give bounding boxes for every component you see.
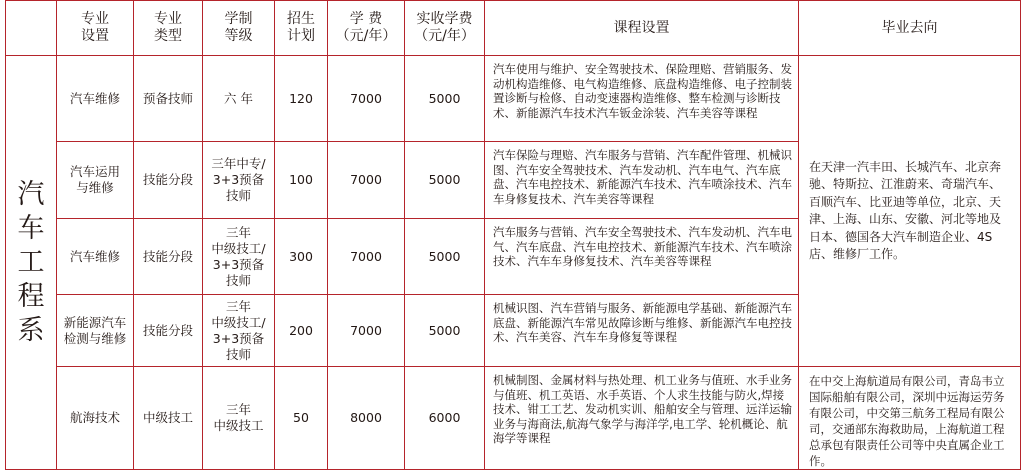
header-quota: 招生 计划 xyxy=(275,1,328,56)
quota-cell: 200 xyxy=(275,295,328,367)
type-cell: 中级技工 xyxy=(134,367,203,470)
courses-cell: 汽车服务与营销、汽车安全驾驶技术、汽车发动机、汽车电气、汽车底盘、汽车电控技术、新能源汽车技术、汽车喷涂技术、汽车车身修复技术、汽车美容等课程 xyxy=(485,219,799,295)
destination-cell: 在中交上海航道局有限公司，青岛韦立国际船舶有限公司，深圳中远海运劳务有限公司，中交第三航务工程局有限公司，交通部东海救助局，上海航道工程总承包有限责任公司等中央直属企业工作。 xyxy=(799,367,1021,470)
quota-cell: 50 xyxy=(275,367,328,470)
actual-fee-cell: 6000 xyxy=(405,367,485,470)
fee-cell: 7000 xyxy=(328,56,405,142)
actual-fee-cell: 5000 xyxy=(405,142,485,219)
level-cell: 三年 中级技工/ 3+3预备 技师 xyxy=(203,219,275,295)
type-cell: 预备技师 xyxy=(134,56,203,142)
major-cell: 汽车维修 xyxy=(57,219,134,295)
actual-fee-cell: 5000 xyxy=(405,56,485,142)
department-name: 汽 车 工 程 系 xyxy=(17,178,45,346)
courses-cell: 机械识图、汽车营销与服务、新能源电学基础、新能源汽车底盘、新能源汽车常见故障诊断与维修、新能源汽车电控技术、汽车美容、汽车车身修复等课程 xyxy=(485,295,799,367)
header-major: 专业 设置 xyxy=(57,1,134,56)
level-cell: 三年 中级技工/ 3+3预备 技师 xyxy=(203,295,275,367)
actual-fee-cell: 5000 xyxy=(405,295,485,367)
fee-cell: 7000 xyxy=(328,295,405,367)
type-cell: 技能分段 xyxy=(134,142,203,219)
fee-cell: 8000 xyxy=(328,367,405,470)
courses-cell: 汽车保险与理赔、汽车服务与营销、汽车配件管理、机械识图、汽车安全驾驶技术、汽车发动机、汽车电气、汽车底盘、汽车电控技术、新能源汽车技术、汽车喷涂技术、汽车车身修复技术、汽车美容等课程 xyxy=(485,142,799,219)
actual-fee-cell: 5000 xyxy=(405,219,485,295)
header-row xyxy=(6,1,1021,56)
courses-cell: 汽车使用与维护、安全驾驶技术、保险理赔、营销服务、发动机构造维修、电气构造维修、底盘构造维修、电子控制装置诊断与检修、自动变速器构造维修、整车检测与诊断技术、新能源汽车技术汽车钣金涂装、汽车美容等课程 xyxy=(485,56,799,142)
level-cell: 三年中专/ 3+3预备 技师 xyxy=(203,142,275,219)
level-cell: 三年 中级技工 xyxy=(203,367,275,470)
program-table xyxy=(5,0,1021,470)
major-cell: 汽车运用 与维修 xyxy=(57,142,134,219)
type-cell: 技能分段 xyxy=(134,295,203,367)
table-row xyxy=(6,367,1021,470)
header-courses: 课程设置 xyxy=(485,1,799,56)
header-blank xyxy=(6,1,57,56)
type-cell: 技能分段 xyxy=(134,219,203,295)
major-cell: 新能源汽车 检测与维修 xyxy=(57,295,134,367)
header-level: 学制 等级 xyxy=(203,1,275,56)
courses-cell: 机械制图、金属材料与热处理、机工业务与值班、水手业务与值班、机工英语、水手英语、个人求生技能与防火,焊接技术、钳工工艺、发动机实训、船舶安全与管理、远洋运输业务与海商法,航海气象学与海洋学,电工学、轮机概论、航海学等课程 xyxy=(485,367,799,470)
level-cell: 六 年 xyxy=(203,56,275,142)
header-destination: 毕业去向 xyxy=(799,1,1021,56)
quota-cell: 120 xyxy=(275,56,328,142)
table-row xyxy=(6,56,1021,142)
header-actual-fee: 实收学费 （元/年） xyxy=(405,1,485,56)
fee-cell: 7000 xyxy=(328,219,405,295)
department-cell xyxy=(6,56,57,470)
major-cell: 汽车维修 xyxy=(57,56,134,142)
quota-cell: 100 xyxy=(275,142,328,219)
fee-cell: 7000 xyxy=(328,142,405,219)
header-type: 专业 类型 xyxy=(134,1,203,56)
quota-cell: 300 xyxy=(275,219,328,295)
header-fee: 学 费 （元/年） xyxy=(328,1,405,56)
major-cell: 航海技术 xyxy=(57,367,134,470)
destination-cell: 在天津一汽丰田、长城汽车、北京奔驰、特斯拉、江淮蔚来、奇瑞汽车、百顺汽车、比亚迪等单位，北京、天津、上海、山东、安徽、河北等地及日本、德国各大汽车制造企业、4S店、维修厂工作。 xyxy=(799,56,1021,367)
